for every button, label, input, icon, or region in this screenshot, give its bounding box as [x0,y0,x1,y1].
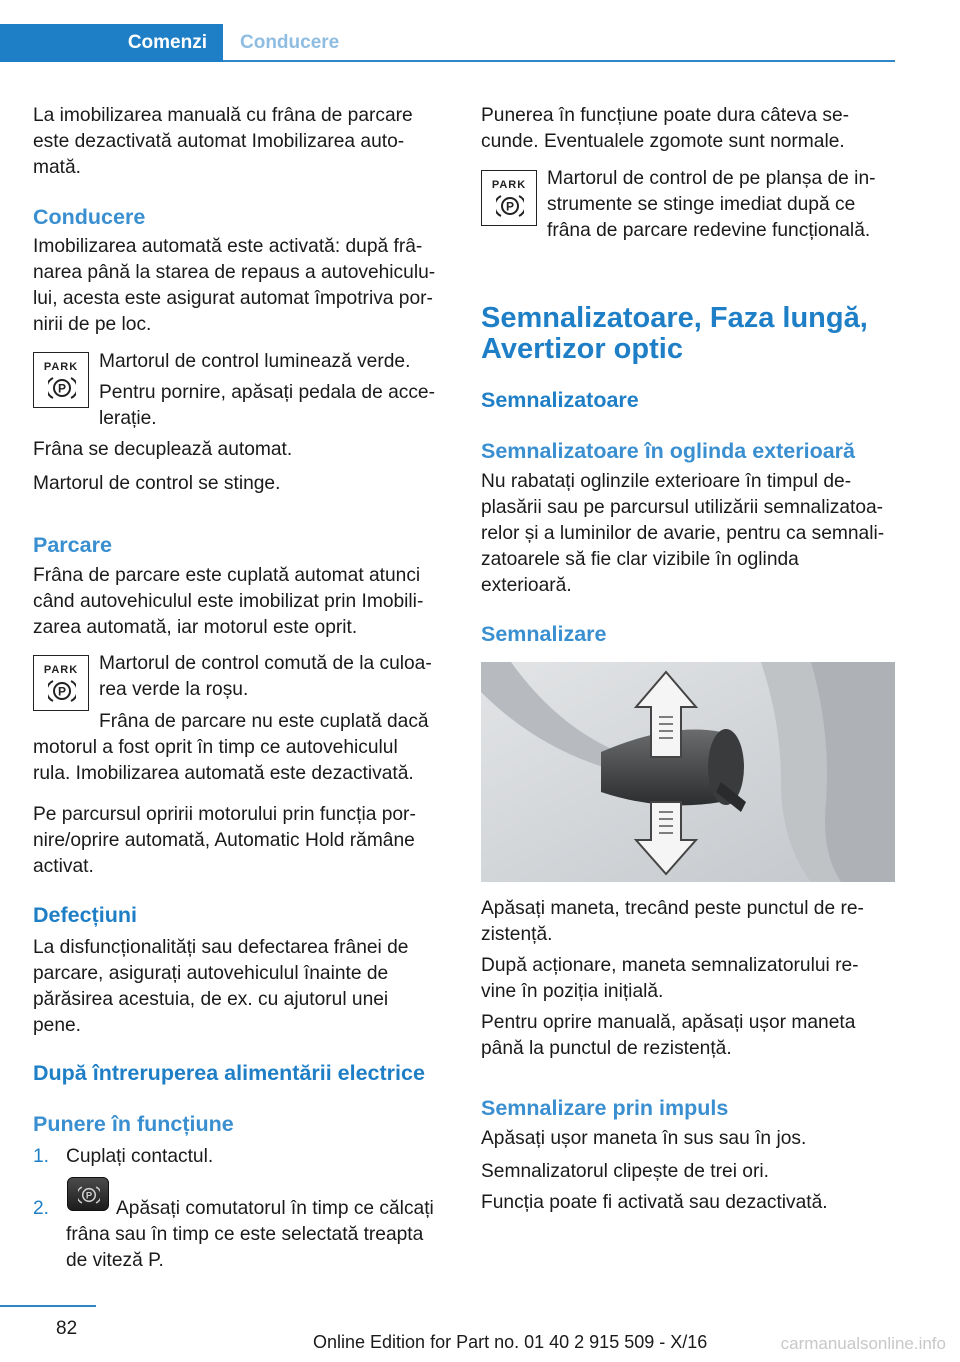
park-text-5-line-1: Martorul de control de pe planșa de in- [547,168,876,189]
defectiuni-line-3: părăsirea acestuia, de ex. cu ajutorul unei [33,989,389,1010]
park-text-3-line-1: Martorul de control comută de la culoa- [99,653,432,674]
oglinda-line-4: zatoarele să fie clar vizibile în oglinda [481,549,799,570]
martor-stinge: Martorul de control se stinge. [33,473,281,494]
park-text-2-line-1: Pentru pornire, apăsați pedala de acce- [99,382,435,403]
conducere-line-4: nirii de pe loc. [33,314,152,335]
edition-note: Online Edition for Part no. 01 40 2 915 509 - X/16 [313,1332,708,1352]
svg-text:P: P [85,1189,93,1201]
park-label: PARK [43,361,79,373]
heading-parcare: Parcare [33,533,112,557]
footer-rule [0,1305,96,1307]
oglinda-line-2: plasării sau pe parcursul utilizării semnalizatoa- [481,497,884,518]
punere-line-1: Punerea în funcțiune poate dura câteva se- [481,105,850,126]
park-text-4-line-2: motorul a fost oprit în timp ce autovehiculul [33,737,398,758]
park-indicator-icon [33,655,89,711]
svg-text:P: P [57,684,67,699]
list-number-2: 2. [33,1198,50,1219]
park-label: PARK [491,179,527,191]
intro-line-3: mată. [33,157,81,178]
defectiuni-line-1: La disfuncționalități sau defectarea frânei de [33,937,409,958]
heading-punere: Punere în funcțiune [33,1112,234,1136]
conducere-line-2: narea până la starea de repaus a autovehiculu- [33,262,436,283]
oglinda-line-1: Nu rabatați oglinzile exterioare în timpul de- [481,471,852,492]
park-indicator-icon [33,352,89,408]
parking-p-circle-icon [48,375,76,401]
park-indicator-icon [481,170,537,226]
page-number: 82 [56,1318,78,1339]
impuls-text-2: Semnalizatorul clipește de trei ori. [481,1161,769,1182]
parcare-line-1: Frâna de parcare este cuplată automat atunci [33,565,421,586]
park-text-5-line-2: strumente se stinge imediat după ce [547,194,856,215]
maneta-line-1: Apăsați maneta, trecând peste punctul de re- [481,898,864,919]
parking-p-circle-icon [78,1184,100,1206]
turn-signal-lever-icon [481,662,895,882]
oprire-manuala-line-2: până la punctul de rezistență. [481,1038,732,1059]
parking-p-circle-icon [48,678,76,704]
park-text-2-line-2: lerație. [99,408,157,429]
conducere-line-3: lui, acesta este asigurat automat împotriva por- [33,288,433,309]
oprire-manuala-line-1: Pentru oprire manuală, apăsați ușor maneta [481,1012,856,1033]
tab-comenzi[interactable]: Comenzi [0,24,223,62]
heading-semnalizatoare-big-line-1: Semnalizatoare, Faza lungă, [481,302,868,334]
heading-defectiuni: Defecțiuni [33,903,137,927]
parking-p-circle-icon [496,193,524,219]
intro-line-2: este dezactivată automat Imobilizarea auto- [33,131,405,152]
frana-decupleaza: Frâna se decuplează automat. [33,439,293,460]
park-text-4-line-1: Frâna de parcare nu este cuplată dacă [99,711,429,732]
impuls-text-3: Funcția poate fi activată sau dezactivată. [481,1192,828,1213]
heading-semnalizatoare-big-line-2: Avertizor optic [481,333,683,365]
oprire-line-3: activat. [33,856,94,877]
heading-intrerupere: După întreruperea alimentării electrice [33,1061,425,1085]
conducere-line-1: Imobilizarea automată este activată: după frâ- [33,236,423,257]
actionare-line-2: vine în poziția inițială. [481,981,664,1002]
intro-line-1: La imobilizarea manuală cu frâna de parcare [33,105,413,126]
list-item-2-line-3: de viteză P. [66,1250,164,1271]
heading-impuls: Semnalizare prin impuls [481,1096,729,1120]
parcare-line-3: zarea automată, iar motorul este oprit. [33,617,358,638]
svg-text:P: P [505,199,515,214]
oglinda-line-5: exterioară. [481,575,572,596]
watermark: carmanualsonline.info [780,1334,946,1353]
punere-line-2: cunde. Eventualele zgomote sunt normale. [481,131,845,152]
park-text-5-line-3: frâna de parcare redevine funcțională. [547,220,871,241]
impuls-text-1: Apăsați ușor maneta în sus sau în jos. [481,1128,807,1149]
defectiuni-line-2: parcare, asigurați autovehiculul înainte de [33,963,389,984]
parking-brake-button-icon [67,1177,109,1211]
heading-conducere: Conducere [33,205,146,229]
park-text-3-line-2: rea verde la roșu. [99,679,249,700]
oprire-line-2: nire/oprire automată, Automatic Hold rămâne [33,830,415,851]
oprire-line-1: Pe parcursul opririi motorului prin funcția por- [33,804,416,825]
defectiuni-line-4: pene. [33,1015,82,1036]
maneta-line-2: zistență. [481,924,553,945]
heading-semnalizare: Semnalizare [481,622,607,646]
park-label: PARK [43,664,79,676]
park-text-4-line-3: rula. Imobilizarea automată este dezactivată. [33,763,414,784]
list-item-2-line-2: frâna sau în timp ce este selectată treapta [66,1224,424,1245]
turn-signal-lever-illustration [481,662,895,882]
header-tabbar [0,24,895,62]
actionare-line-1: După acționare, maneta semnalizatorului re- [481,955,859,976]
tab-conducere[interactable]: Conducere [240,32,340,53]
list-item-1-line-1: Cuplați contactul. [66,1146,214,1167]
oglinda-line-3: relor și a luminilor de avarie, pentru ca semnali- [481,523,885,544]
svg-text:P: P [57,381,67,396]
heading-oglinda: Semnalizatoare în oglinda exterioară [481,439,855,463]
parcare-line-2: când autovehiculul este imobilizat prin Imobili- [33,591,424,612]
list-number-1: 1. [33,1146,50,1167]
park-text-1: Martorul de control luminează verde. [99,351,411,372]
list-item-2-line-1: Apăsați comutatorul în timp ce călcați [116,1198,434,1219]
heading-semnalizatoare: Semnalizatoare [481,388,639,412]
